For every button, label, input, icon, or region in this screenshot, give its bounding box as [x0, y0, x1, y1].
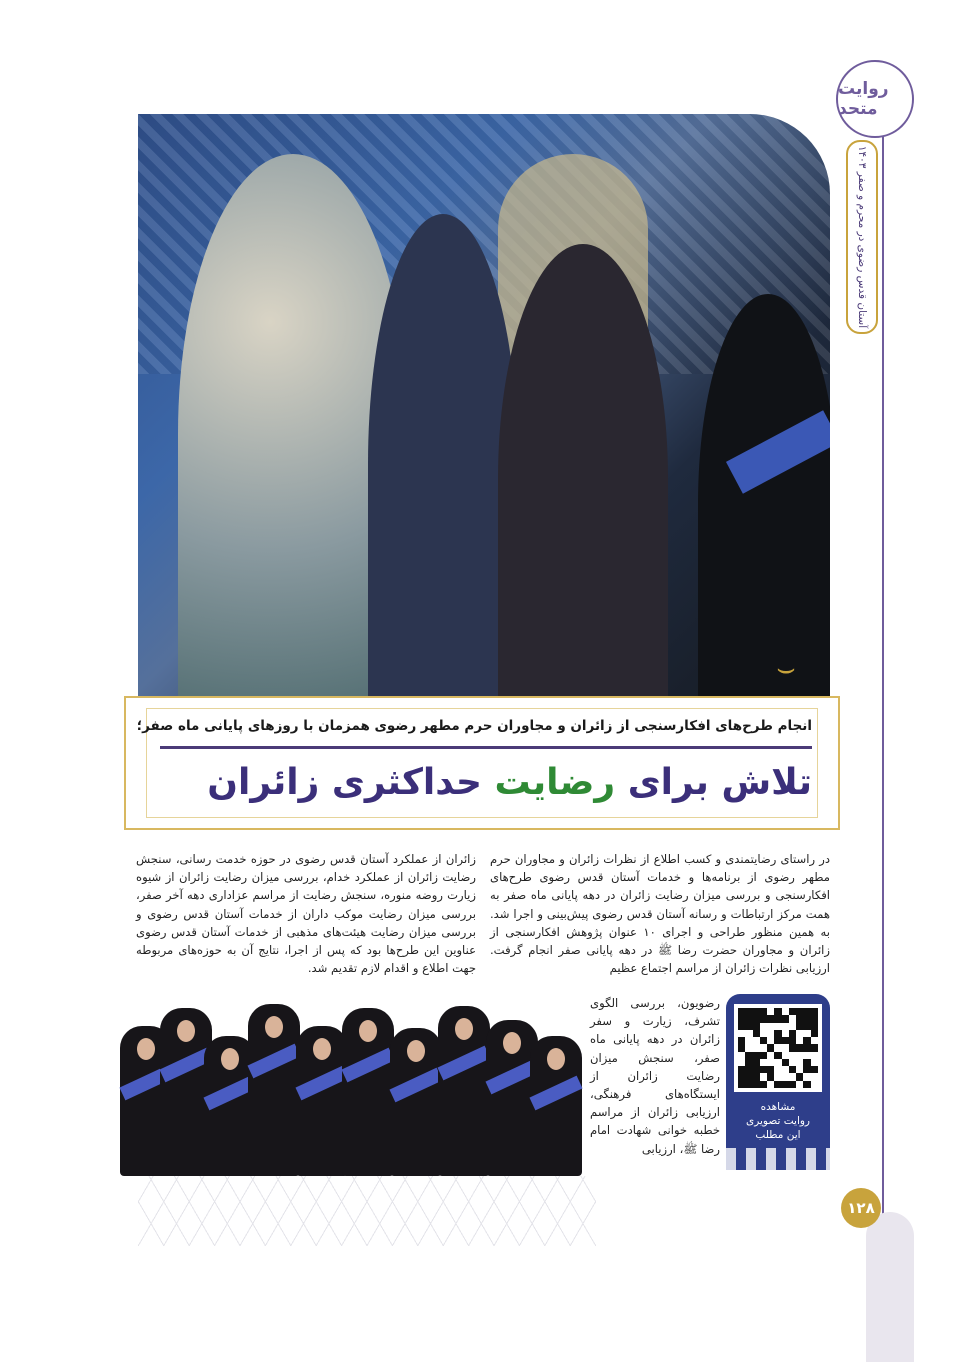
background-pattern: [138, 1176, 596, 1246]
qr-module: [774, 1044, 781, 1051]
decorative-arch: [866, 1212, 914, 1362]
qr-module: [745, 1008, 752, 1015]
magazine-logo: [836, 60, 914, 138]
qr-module: [753, 1030, 760, 1037]
qr-module: [774, 1059, 781, 1066]
qr-module: [767, 1037, 774, 1044]
qr-module: [796, 1023, 803, 1030]
qr-module: [753, 1059, 760, 1066]
body-column-right: در راستای رضایتمندی و کسب اطلاع از نظرات زائران و مجاوران حرم مطهر رضوی از برنامه‌ها و خدمات آستان قدس رضوی طرح‌های افکارسنجی و بررسی میزان رضایت زائران در دهه پایانی ماه صفر به همت مرکز ارتباطات و رسانه آستان قدس رضوی پیش‌بینی و اجرا شد. به همین منظور طراحی و اجرای ۱۰ عنوان پژوهش افکارسنجی از زائران و مجاوران حضرت رضا ﷺ در دهه پایانی صفر انجام گرفت. ارزیابی نظرات زائران از مراسم اجتماع عظیم: [490, 852, 830, 976]
volunteer-face: [221, 1048, 239, 1070]
qr-module: [767, 1073, 774, 1080]
qr-module: [811, 1015, 818, 1022]
qr-module: [789, 1044, 796, 1051]
qr-module: [789, 1066, 796, 1073]
qr-module: [782, 1059, 789, 1066]
qr-module: [803, 1044, 810, 1051]
volunteer-figure: [438, 1006, 490, 1176]
qr-module: [767, 1023, 774, 1030]
qr-module: [738, 1066, 745, 1073]
qr-module: [796, 1073, 803, 1080]
qr-module: [767, 1059, 774, 1066]
pilgrim-figure: [498, 244, 668, 704]
volunteer-figure: [296, 1026, 348, 1176]
volunteer-face: [503, 1032, 521, 1054]
qr-module: [760, 1030, 767, 1037]
qr-module: [745, 1081, 752, 1088]
qr-module: [803, 1052, 810, 1059]
qr-module: [774, 1081, 781, 1088]
qr-module: [767, 1044, 774, 1051]
qr-module: [803, 1073, 810, 1080]
qr-module: [803, 1081, 810, 1088]
qr-module: [760, 1081, 767, 1088]
qr-module: [803, 1030, 810, 1037]
qr-module: [789, 1008, 796, 1015]
qr-module: [745, 1052, 752, 1059]
qr-module: [760, 1066, 767, 1073]
qr-module: [745, 1023, 752, 1030]
qr-module: [753, 1015, 760, 1022]
qr-module: [738, 1008, 745, 1015]
qr-module: [803, 1059, 810, 1066]
qr-module: [782, 1015, 789, 1022]
qr-module: [760, 1073, 767, 1080]
qr-module: [753, 1081, 760, 1088]
lamp-icon: ⌣: [776, 651, 796, 686]
volunteer-sash: [389, 1068, 442, 1103]
qr-module: [796, 1015, 803, 1022]
qr-card-ornament: [726, 1148, 830, 1170]
volunteer-face: [177, 1020, 195, 1042]
qr-module: [803, 1037, 810, 1044]
qr-module: [796, 1052, 803, 1059]
qr-module: [803, 1008, 810, 1015]
issue-label: آستان قدس رضوی در محرم و صفر ۱۴۰۳: [856, 145, 869, 329]
qr-module: [789, 1081, 796, 1088]
qr-module: [782, 1044, 789, 1051]
qr-module: [782, 1081, 789, 1088]
qr-module: [811, 1044, 818, 1051]
qr-module: [753, 1037, 760, 1044]
qr-module: [767, 1030, 774, 1037]
qr-module: [767, 1066, 774, 1073]
main-photo: [138, 114, 830, 704]
qr-module: [811, 1030, 818, 1037]
qr-module: [803, 1015, 810, 1022]
qr-module: [774, 1008, 781, 1015]
qr-module: [745, 1015, 752, 1022]
qr-module: [811, 1037, 818, 1044]
volunteer-face: [407, 1040, 425, 1062]
qr-module: [796, 1081, 803, 1088]
qr-module: [803, 1066, 810, 1073]
qr-module: [738, 1073, 745, 1080]
qr-module: [782, 1052, 789, 1059]
qr-module: [789, 1015, 796, 1022]
qr-module: [782, 1066, 789, 1073]
volunteer-figure: [248, 1004, 300, 1176]
qr-module: [753, 1073, 760, 1080]
volunteer-face: [137, 1038, 155, 1060]
qr-module: [796, 1059, 803, 1066]
qr-module: [760, 1037, 767, 1044]
volunteer-sash: [247, 1044, 300, 1079]
qr-module: [745, 1073, 752, 1080]
headline-part: حداکثری زائران: [207, 762, 495, 803]
qr-module: [782, 1023, 789, 1030]
qr-module: [760, 1052, 767, 1059]
qr-module: [774, 1015, 781, 1022]
qr-module: [738, 1015, 745, 1022]
body-column-left: زائران از عملکرد آستان قدس رضوی در حوزه خدمت رسانی، سنجش رضایت زائران از عملکرد خدام، بررسی میزان رضایت زائران از شیوه زیارت روضه منوره، سنجش رضایت از مراسم عزاداری دهه آخر صفر، بررسی میزان رضایت موکب داران از خدمات آستان قدس رضوی و بررسی میزان رضایت هیئت‌های مذهبی از خدمات آستان قدس رضوی عناوین این طرح‌ها بود که پس از اجرا، نتایج آن به حوزه‌های مربوطه جهت اطلاع و اقدام لازم تقدیم شد.: [136, 852, 476, 976]
qr-module: [738, 1059, 745, 1066]
volunteer-sash: [295, 1066, 348, 1101]
qr-caption-line: مشاهده: [760, 1101, 796, 1113]
qr-module: [745, 1059, 752, 1066]
volunteer-face: [359, 1020, 377, 1042]
qr-module: [796, 1044, 803, 1051]
qr-module: [767, 1008, 774, 1015]
volunteer-face: [547, 1048, 565, 1070]
issue-side-band: [846, 140, 878, 334]
qr-module: [767, 1052, 774, 1059]
qr-module: [760, 1015, 767, 1022]
title-divider: [160, 746, 812, 749]
qr-module: [782, 1030, 789, 1037]
qr-module: [789, 1030, 796, 1037]
qr-module: [789, 1073, 796, 1080]
surveyor-figure: [698, 294, 830, 704]
qr-module: [767, 1081, 774, 1088]
qr-module: [789, 1059, 796, 1066]
volunteer-sash: [529, 1076, 582, 1111]
qr-module: [745, 1030, 752, 1037]
body-column-narrow: رضویون، بررسی الگوی تشرف، زیارت و سفر زائران در دهه پایانی ماه صفر، سنجش میزان رضایت زائران از ایستگاه‌های فرهنگی، ارزیابی زائران از مراسم خطبه خوانی شهادت امام رضا ﷺ، ارزیابی: [590, 996, 720, 1156]
volunteer-figure: [390, 1028, 442, 1176]
volunteer-face: [265, 1016, 283, 1038]
qr-module: [774, 1052, 781, 1059]
qr-module: [738, 1052, 745, 1059]
qr-module: [782, 1073, 789, 1080]
volunteer-face: [455, 1018, 473, 1040]
article-subheading: انجام طرح‌های افکارسنجی از زائران و مجاوران حرم مطهر رضوی همزمان با روزهای پایانی ماه صفر؛: [136, 718, 812, 734]
qr-module: [774, 1023, 781, 1030]
qr-module: [811, 1073, 818, 1080]
article-headline: [152, 762, 812, 803]
volunteer-face: [313, 1038, 331, 1060]
qr-module: [789, 1023, 796, 1030]
qr-module: [789, 1037, 796, 1044]
qr-caption-line: روایت تصویری: [745, 1115, 810, 1127]
group-photo: [120, 998, 590, 1176]
qr-module: [760, 1023, 767, 1030]
qr-module: [811, 1081, 818, 1088]
qr-module: [745, 1044, 752, 1051]
qr-module: [811, 1008, 818, 1015]
qr-module: [738, 1081, 745, 1088]
qr-module: [774, 1066, 781, 1073]
headline-accent: رضایت: [494, 762, 616, 803]
qr-module: [796, 1066, 803, 1073]
qr-module: [753, 1044, 760, 1051]
qr-module: [789, 1052, 796, 1059]
qr-module: [782, 1037, 789, 1044]
qr-module: [753, 1052, 760, 1059]
qr-module: [811, 1059, 818, 1066]
qr-module: [811, 1066, 818, 1073]
qr-caption-line: این مطلب: [755, 1129, 801, 1141]
qr-module: [796, 1030, 803, 1037]
qr-module: [753, 1023, 760, 1030]
qr-module: [774, 1037, 781, 1044]
qr-module: [774, 1030, 781, 1037]
volunteer-figure: [342, 1008, 394, 1176]
qr-module: [774, 1073, 781, 1080]
qr-module: [745, 1037, 752, 1044]
headline-part: تلاش برای: [615, 762, 812, 803]
qr-module: [738, 1030, 745, 1037]
page-number: ۱۲۸: [841, 1188, 881, 1228]
qr-module: [811, 1023, 818, 1030]
qr-caption: [726, 1100, 830, 1142]
qr-module: [782, 1008, 789, 1015]
logo-text: روایت متحد: [838, 79, 889, 119]
qr-code[interactable]: [734, 1004, 822, 1092]
volunteer-sash: [341, 1048, 394, 1083]
qr-card[interactable]: [726, 994, 830, 1170]
qr-module: [738, 1023, 745, 1030]
qr-module: [796, 1008, 803, 1015]
qr-module: [738, 1037, 745, 1044]
qr-module: [760, 1008, 767, 1015]
qr-module: [796, 1037, 803, 1044]
qr-module: [803, 1023, 810, 1030]
title-frame: [124, 696, 840, 830]
side-rail-line: [882, 128, 884, 1248]
volunteer-figure: [530, 1036, 582, 1176]
qr-module: [753, 1008, 760, 1015]
qr-module: [767, 1015, 774, 1022]
qr-module: [811, 1052, 818, 1059]
pilgrim-figure: [368, 214, 518, 704]
qr-module: [760, 1044, 767, 1051]
qr-module: [760, 1059, 767, 1066]
volunteer-sash: [437, 1046, 490, 1081]
qr-module: [745, 1066, 752, 1073]
qr-module: [738, 1044, 745, 1051]
qr-module: [753, 1066, 760, 1073]
